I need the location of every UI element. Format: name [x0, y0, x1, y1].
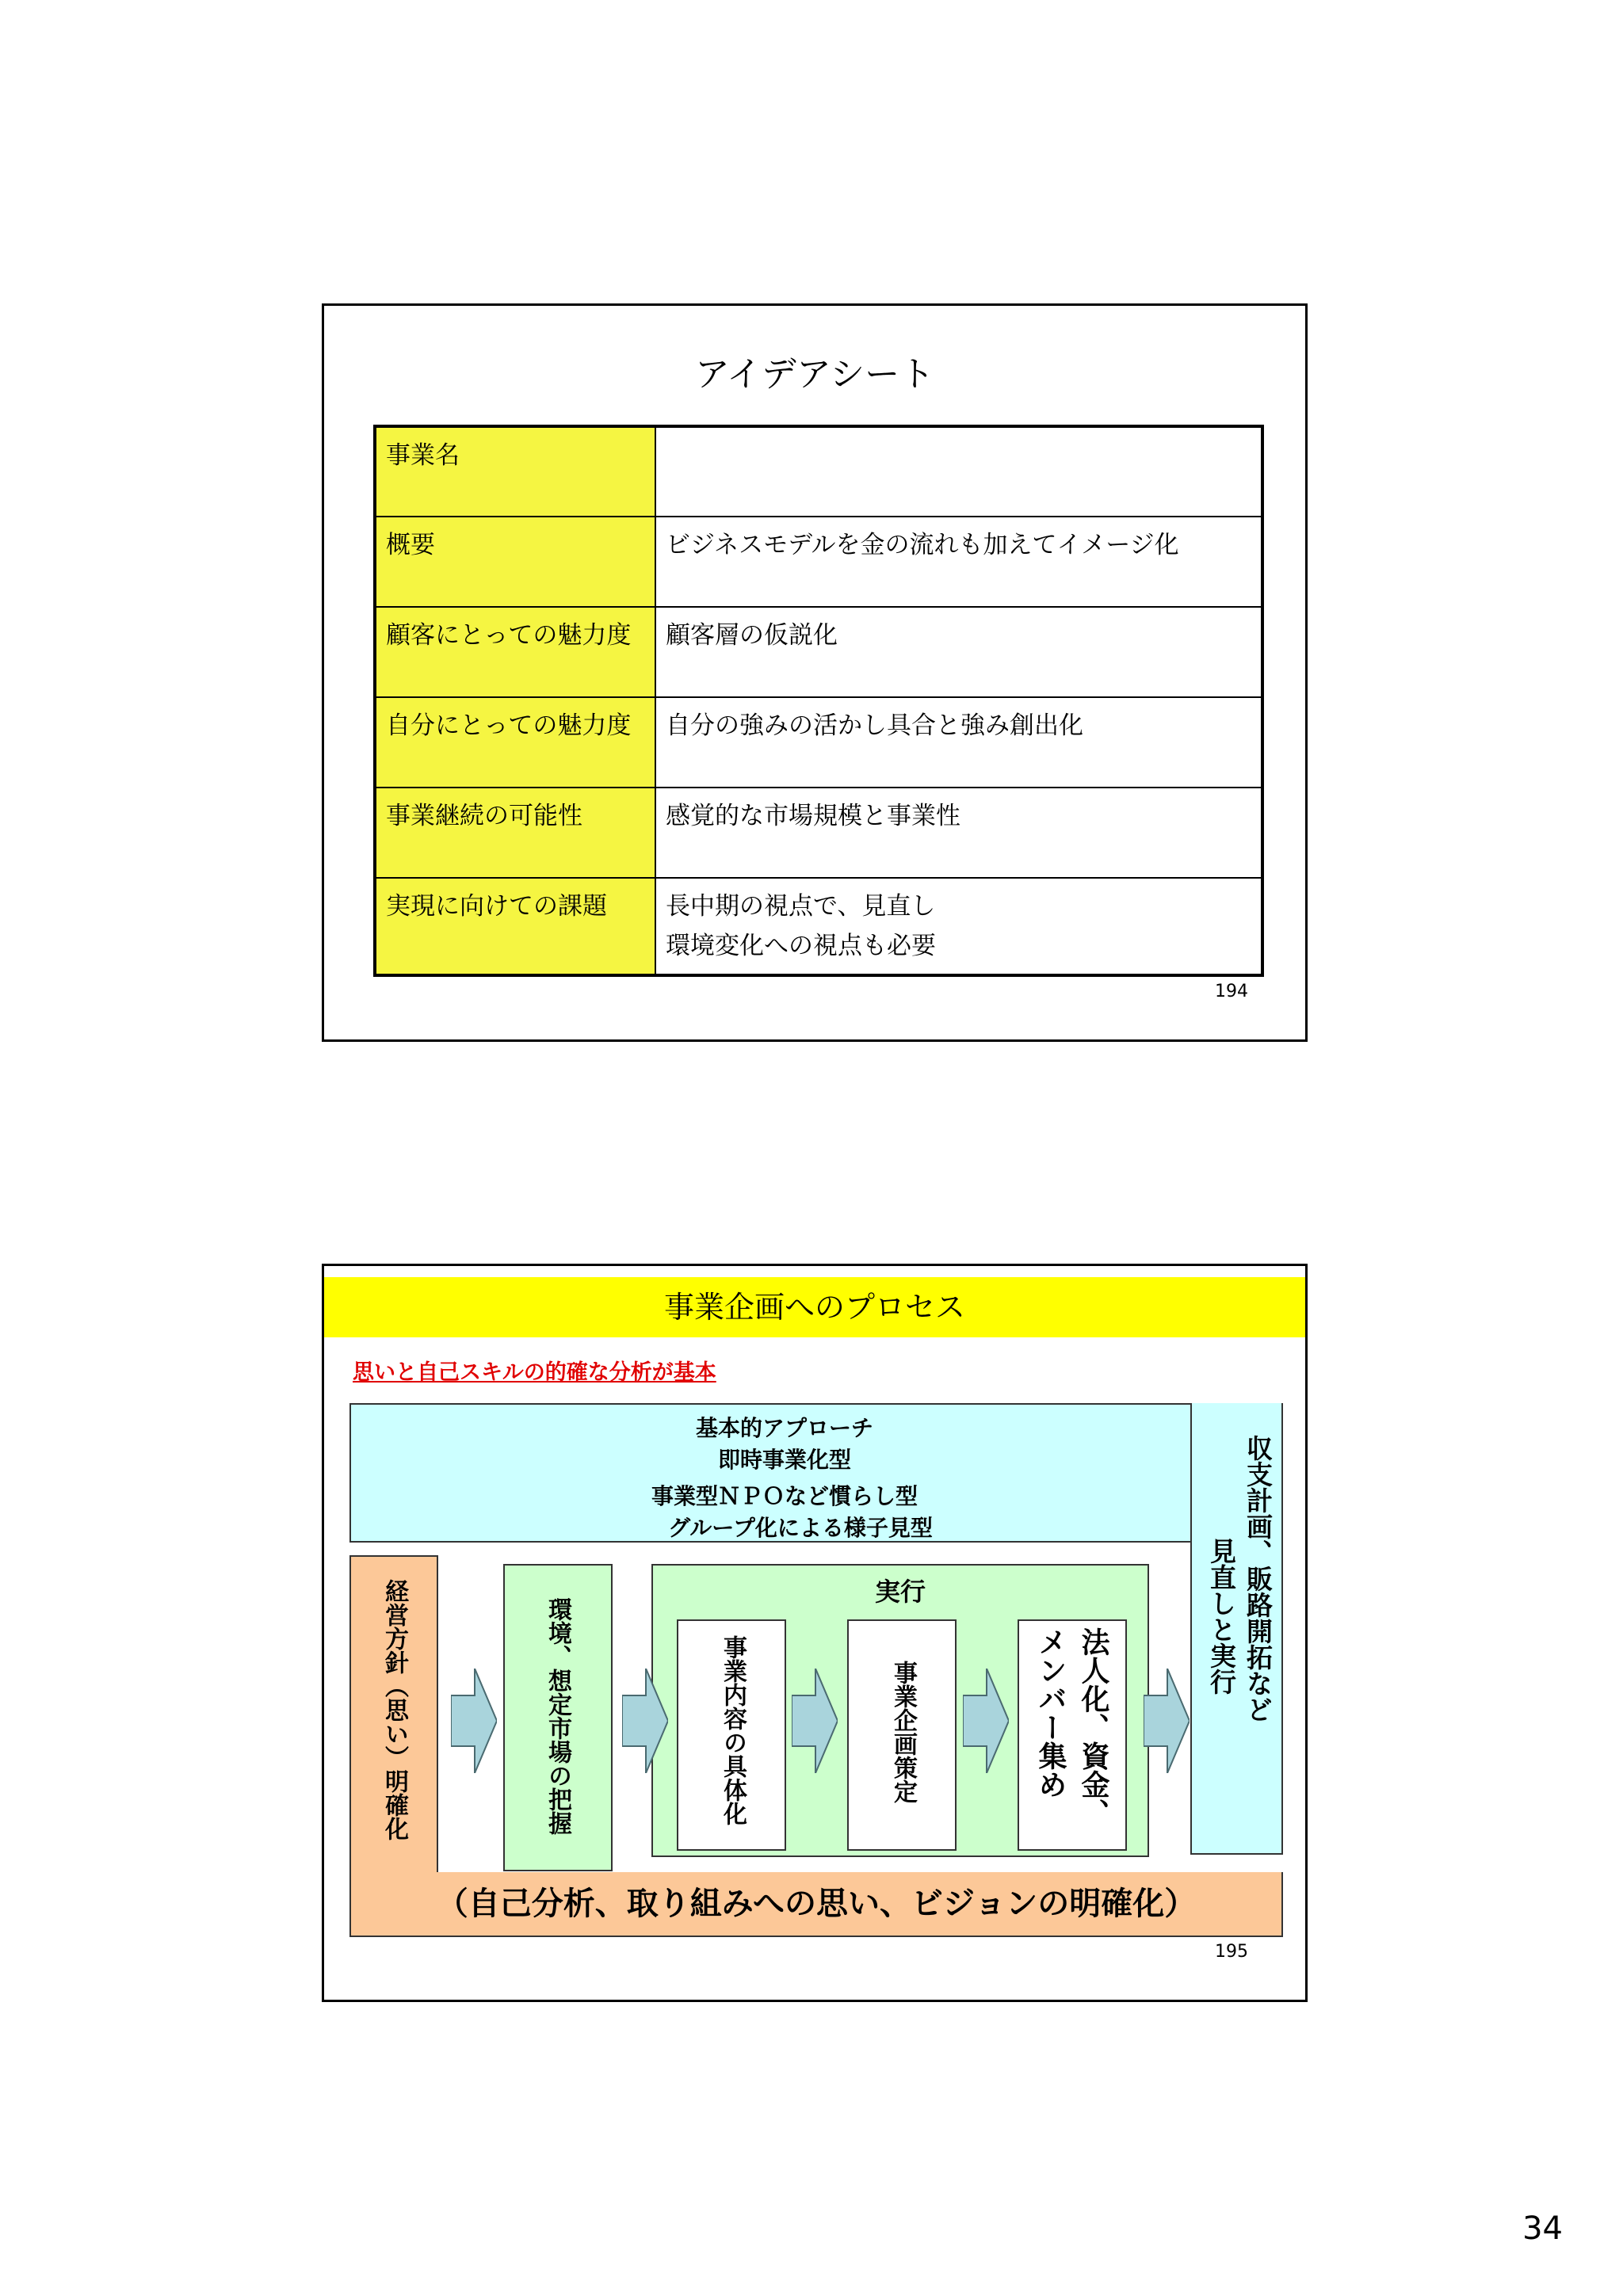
environment-text: 環境、想定市場の把握 — [544, 1597, 571, 1835]
row-content: 顧客層の仮説化 — [655, 607, 1262, 697]
step-box — [677, 1619, 786, 1851]
row-content-line: 長中期の視点で、見直し — [666, 892, 936, 921]
review-text-1: 収支計画、販路開拓など — [1243, 1435, 1274, 1722]
step-text: 法人化、資金、メンバー集め — [1034, 1627, 1109, 1827]
approach-line: 事業型ＮＰＯなど慣らし型 — [651, 1483, 918, 1509]
row-content — [655, 426, 1262, 517]
row-label: 事業名 — [375, 426, 655, 517]
right-arrow-icon — [451, 1669, 497, 1773]
policy-text: 経営方針（思い）明確化 — [380, 1579, 408, 1840]
idea-sheet-table — [373, 425, 1264, 977]
step-text: 事業内容の具体化 — [719, 1635, 747, 1825]
environment-box — [503, 1564, 613, 1871]
row-content: 自分の強みの活かし具合と強み創出化 — [655, 697, 1262, 788]
execution-box — [651, 1564, 1149, 1857]
slide-title: アイデアシート — [694, 354, 935, 395]
self-analysis-text: （自己分析、取り組みへの思い、ビジョンの明確化） — [436, 1886, 1197, 1922]
step-box — [847, 1619, 957, 1851]
slide-page-number: 194 — [1215, 982, 1248, 1001]
table-row — [375, 788, 1262, 878]
row-label: 実現に向けての課題 — [375, 878, 655, 975]
approach-line: 基本的アプローチ — [695, 1415, 873, 1441]
row-label: 顧客にとっての魅力度 — [375, 607, 655, 697]
approach-box — [349, 1403, 1283, 1543]
approach-line: グループ化による様子見型 — [668, 1515, 933, 1541]
slide-title: 事業企画へのプロセス — [324, 1277, 1305, 1337]
slide-business-process — [322, 1264, 1308, 2002]
slide-idea-sheet — [322, 303, 1308, 1042]
right-arrow-icon — [963, 1669, 1009, 1773]
table-row — [375, 878, 1262, 975]
table-row — [375, 517, 1262, 607]
review-box — [1190, 1403, 1283, 1855]
row-content — [655, 878, 1262, 975]
review-text-2: 見直しと実行 — [1206, 1538, 1237, 1695]
row-content: ビジネスモデルを金の流れも加えてイメージ化 — [655, 517, 1262, 607]
right-arrow-icon — [622, 1669, 668, 1773]
right-arrow-icon — [1144, 1669, 1190, 1773]
row-content-line: 環境変化への視点も必要 — [666, 932, 936, 960]
approach-line: 即時事業化型 — [717, 1447, 851, 1473]
execution-title: 実行 — [874, 1577, 926, 1607]
slide-page-number: 195 — [1215, 1942, 1248, 1962]
document-page-number: 34 — [1522, 2210, 1563, 2247]
table-row — [375, 426, 1262, 517]
step-box — [1018, 1619, 1127, 1851]
step-text: 事業企画策定 — [889, 1661, 917, 1803]
row-label: 自分にとっての魅力度 — [375, 697, 655, 788]
table-row — [375, 607, 1262, 697]
row-content: 感覚的な市場規模と事業性 — [655, 788, 1262, 878]
policy-box — [349, 1555, 438, 1896]
row-label: 事業継続の可能性 — [375, 788, 655, 878]
slide-subtitle: 思いと自己スキルの的確な分析が基本 — [353, 1360, 716, 1385]
table-row — [375, 697, 1262, 788]
right-arrow-icon — [792, 1669, 838, 1773]
row-label: 概要 — [375, 517, 655, 607]
self-analysis-box — [349, 1872, 1283, 1937]
